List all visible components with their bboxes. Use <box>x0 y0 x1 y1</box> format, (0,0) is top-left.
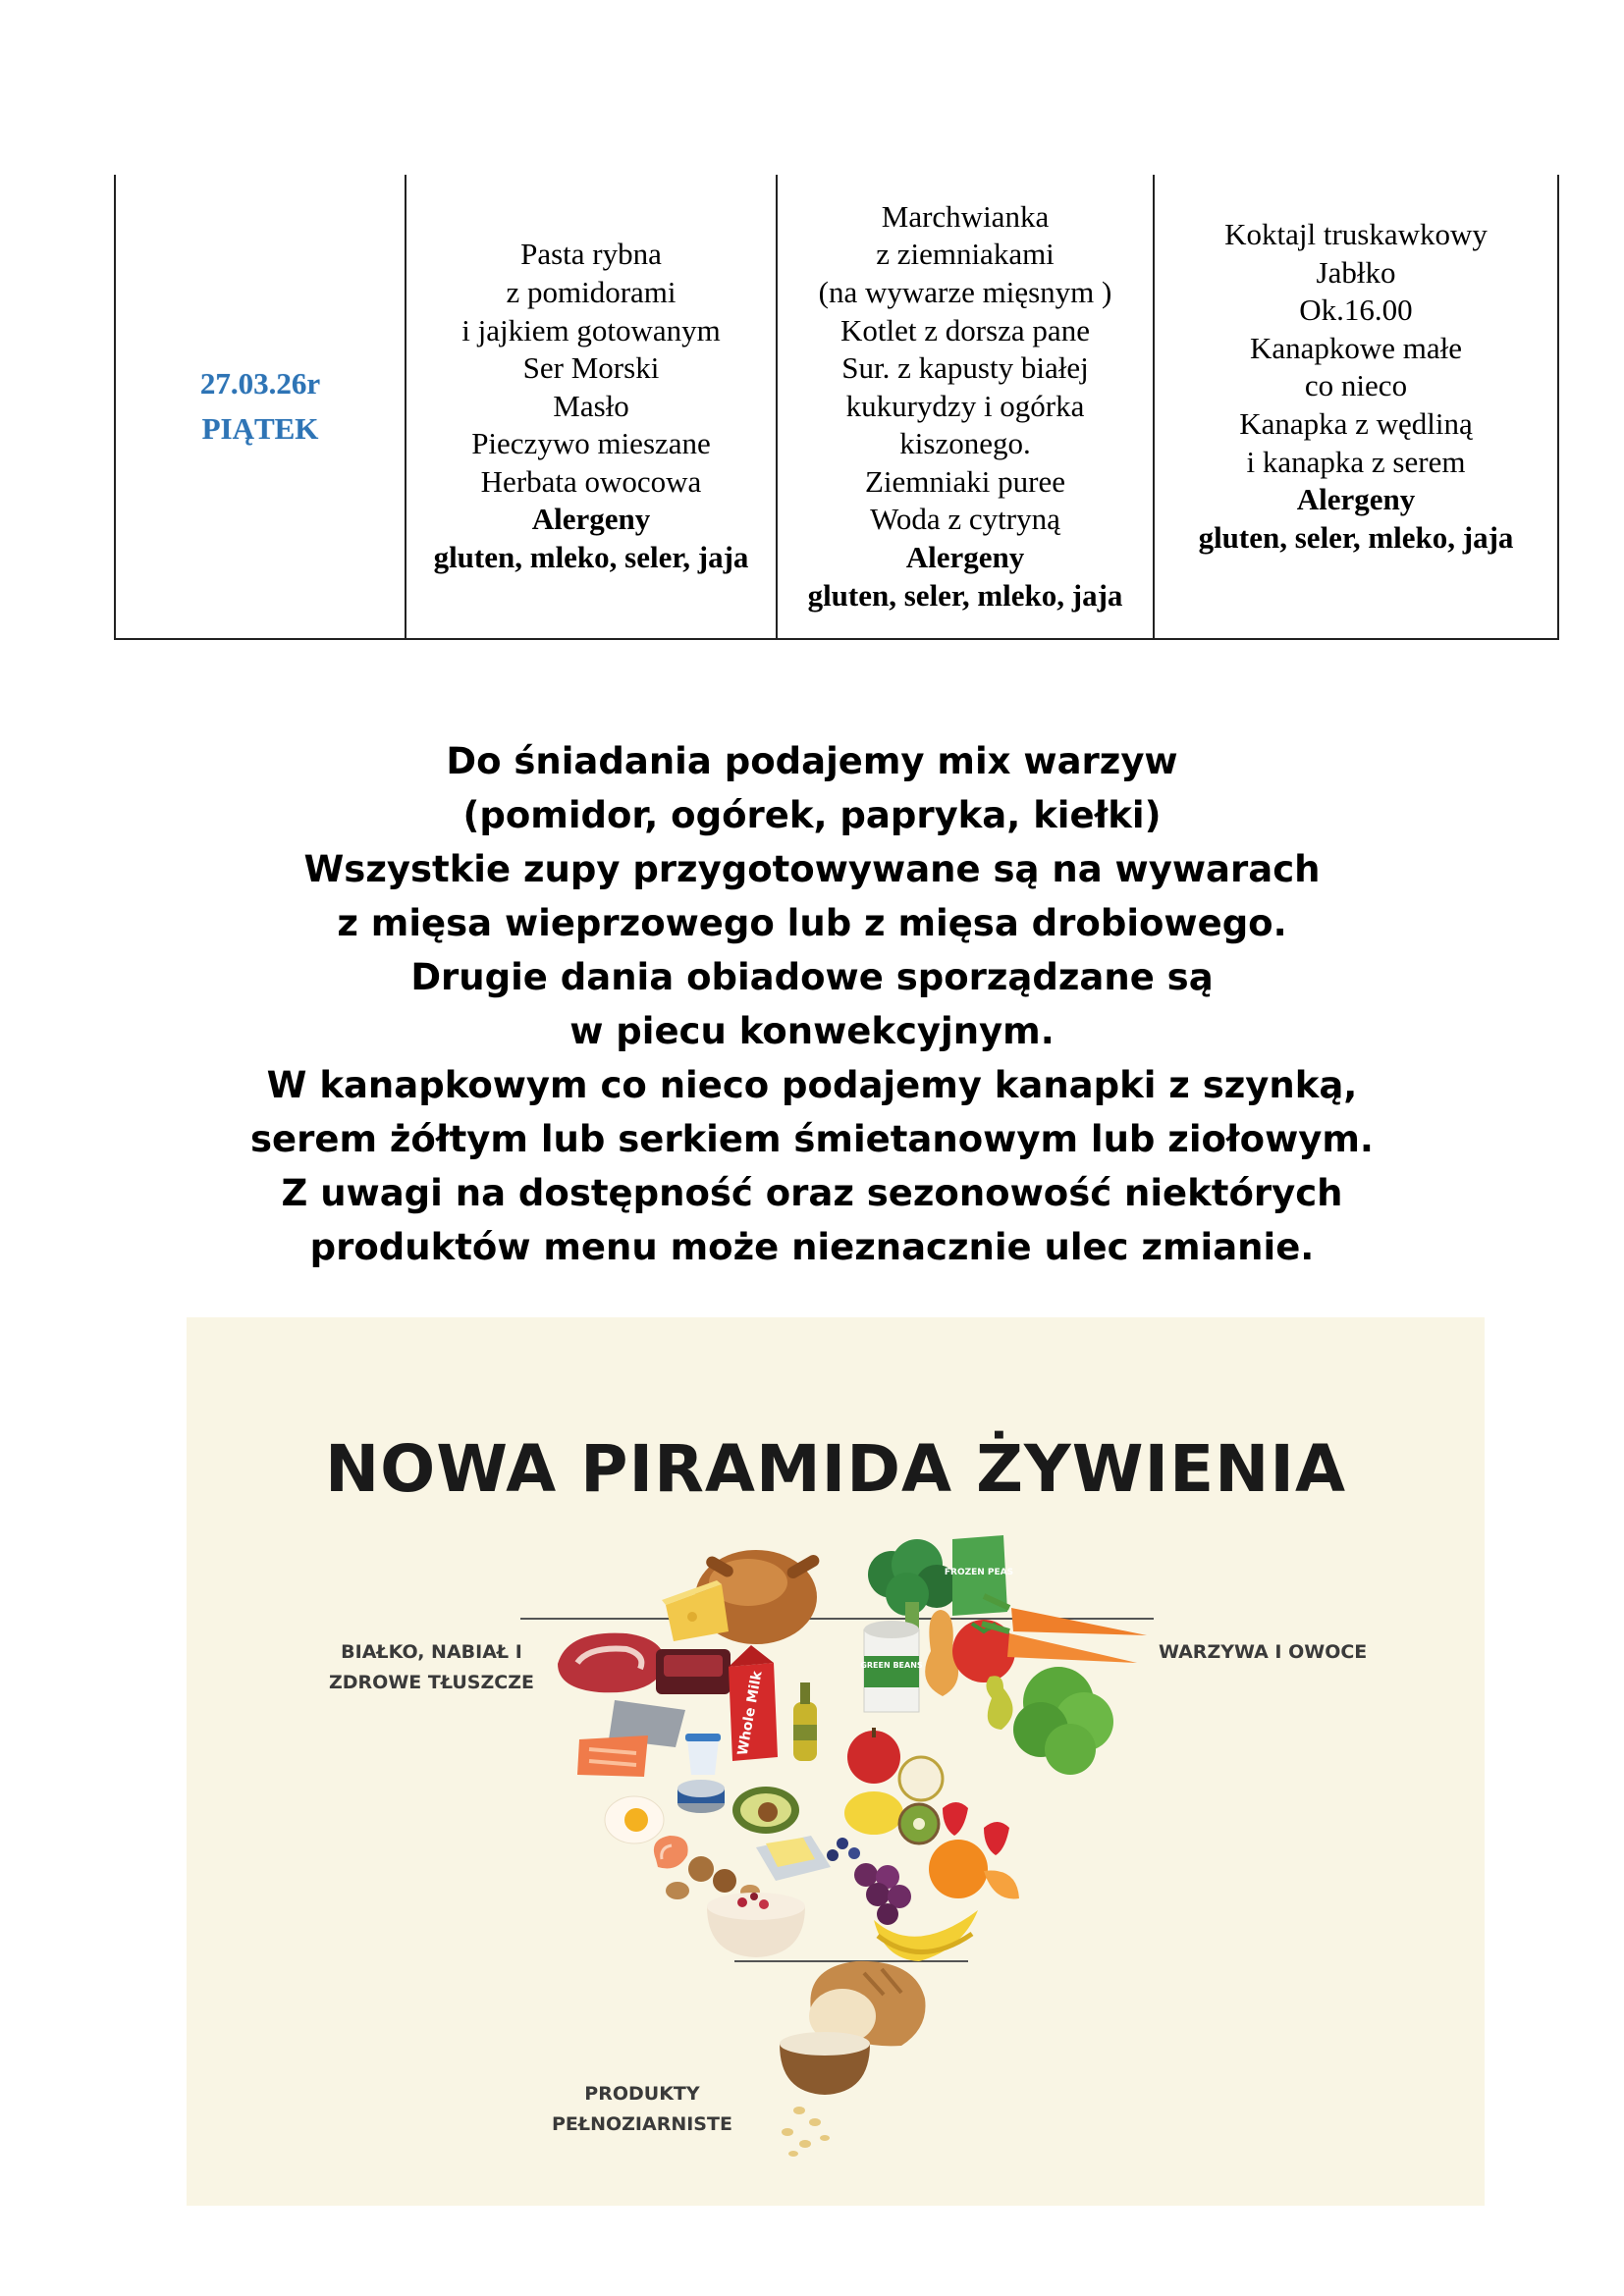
beans-can-label: GREEN BEANS <box>860 1661 923 1670</box>
cheese-icon <box>662 1580 729 1641</box>
note-line: Wszystkie zupy przygotowywane są na wywarach <box>303 848 1321 890</box>
wholegrain-label-line: PRODUKTY <box>584 2083 700 2105</box>
lunch-allergens: gluten, seler, mleko, jaja <box>807 577 1123 613</box>
apple-half-icon <box>899 1757 943 1800</box>
lunch-item: Ziemniaki puree <box>865 463 1065 499</box>
breakfast-allergens: gluten, mleko, seler, jaja <box>433 540 749 575</box>
protein-label-line: ZDROWE TŁUSZCZE <box>329 1672 534 1693</box>
menu-table <box>114 175 1559 640</box>
lunch-item: Marchwianka <box>881 198 1050 234</box>
lunch-cell <box>777 175 1154 639</box>
snack-item: Kanapka z wędliną <box>1239 405 1473 441</box>
milk-carton-icon <box>729 1645 778 1761</box>
snack-item: Ok.16.00 <box>1299 293 1413 328</box>
food-pyramid-infographic <box>187 1317 1485 2206</box>
lemon-icon <box>844 1791 903 1835</box>
snack-cell <box>1154 175 1558 639</box>
avocado-icon <box>732 1787 799 1834</box>
snack-item: i kanapka z serem <box>1246 444 1466 479</box>
note-line: Do śniadania podajemy mix warzyw <box>446 740 1178 782</box>
yogurt-cup-icon <box>685 1734 721 1775</box>
lunch-allergens-label: Alergeny <box>905 540 1025 575</box>
menu-day: PIĄTEK <box>201 411 319 446</box>
protein-label-line: BIAŁKO, NABIAŁ I <box>341 1641 522 1663</box>
breakfast-item: Pieczywo mieszane <box>471 426 711 461</box>
breakfast-item: Ser Morski <box>522 350 660 386</box>
menu-row <box>115 175 1558 639</box>
apple-icon <box>847 1728 900 1784</box>
fish-icon <box>577 1700 685 1777</box>
note-line: z mięsa wieprzowego lub z mięsa drobiowego. <box>337 902 1287 944</box>
menu-date: 27.03.26r <box>199 366 321 400</box>
snack-item: Koktajl truskawkowy <box>1224 217 1488 251</box>
note-line: W kanapkowym co nieco podajemy kanapki z szynką, <box>266 1064 1358 1106</box>
snack-item: Kanapkowe małe <box>1249 330 1463 365</box>
grapes-icon <box>854 1863 911 1925</box>
food-pyramid-illustration <box>187 1317 1485 2206</box>
lunch-item: Kotlet z dorsza pane <box>840 312 1090 347</box>
lunch-item: (na wywarze mięsnym ) <box>818 274 1112 309</box>
tuna-can-icon <box>677 1780 725 1813</box>
snack-allergens-label: Alergeny <box>1296 482 1416 517</box>
note-line: serem żółtym lub serkiem śmietanowym lub ziołowym. <box>250 1118 1374 1160</box>
butter-icon <box>756 1836 831 1881</box>
lunch-item: Woda z cytryną <box>870 502 1060 537</box>
note-line: Drugie dania obiadowe sporządzane są <box>410 956 1214 998</box>
orange-icon <box>929 1840 1019 1898</box>
lunch-item: Sur. z kapusty białej <box>841 350 1089 386</box>
breakfast-item: Masło <box>553 388 629 423</box>
fried-egg-icon <box>605 1796 664 1843</box>
menu-notes <box>118 734 1506 1274</box>
snack-item: co nieco <box>1304 368 1408 403</box>
breakfast-item: i jajkiem gotowanym <box>461 312 721 347</box>
kiwi-icon <box>899 1804 939 1843</box>
breakfast-item: Herbata owocowa <box>480 463 702 499</box>
lettuce-icon <box>1013 1667 1113 1775</box>
grain-bowl-icon <box>780 2032 870 2095</box>
oats-icon <box>782 2107 830 2157</box>
pyramid-title: NOWA PIRAMIDA ŻYWIENIA <box>324 1431 1347 1507</box>
yogurt-bowl-icon <box>707 1893 805 1957</box>
date-cell <box>115 175 406 639</box>
snack-allergens: gluten, seler, mleko, jaja <box>1198 519 1514 555</box>
milk-carton-label: Whole Milk <box>734 1670 766 1757</box>
shrimp-icon <box>654 1836 688 1869</box>
steak-icon <box>558 1633 665 1693</box>
lunch-item: kiszonego. <box>899 426 1031 461</box>
olive-oil-bottle-icon <box>793 1682 817 1761</box>
note-line: Z uwagi na dostępność oraz sezonowość niektórych <box>281 1172 1343 1214</box>
breakfast-cell <box>406 175 777 639</box>
lunch-item: kukurydzy i ogórka <box>845 388 1085 423</box>
breakfast-item: z pomidorami <box>506 274 677 309</box>
note-line: (pomidor, ogórek, papryka, kiełki) <box>462 794 1162 836</box>
snack-item: Jabłko <box>1316 254 1396 290</box>
wholegrain-label-line: PEŁNOZIARNISTE <box>552 2113 732 2135</box>
wholegrain-label <box>552 2079 732 2140</box>
lunch-item: z ziemniakami <box>876 237 1055 272</box>
note-line: produktów menu może nieznacznie ulec zmianie. <box>309 1226 1315 1268</box>
breakfast-item: Pasta rybna <box>520 237 662 272</box>
green-beans-can-icon <box>860 1621 923 1712</box>
protein-label <box>329 1637 534 1698</box>
vegetables-fruit-label: WARZYWA I OWOCE <box>1159 1641 1368 1663</box>
peas-bag-label: FROZEN PEAS <box>944 1568 1014 1577</box>
meat-package-icon <box>656 1649 731 1694</box>
note-line: w piecu konwekcyjnym. <box>569 1010 1055 1052</box>
breakfast-allergens-label: Alergeny <box>531 502 651 537</box>
blueberries-icon <box>827 1838 860 1861</box>
pear-icon <box>986 1676 1012 1730</box>
